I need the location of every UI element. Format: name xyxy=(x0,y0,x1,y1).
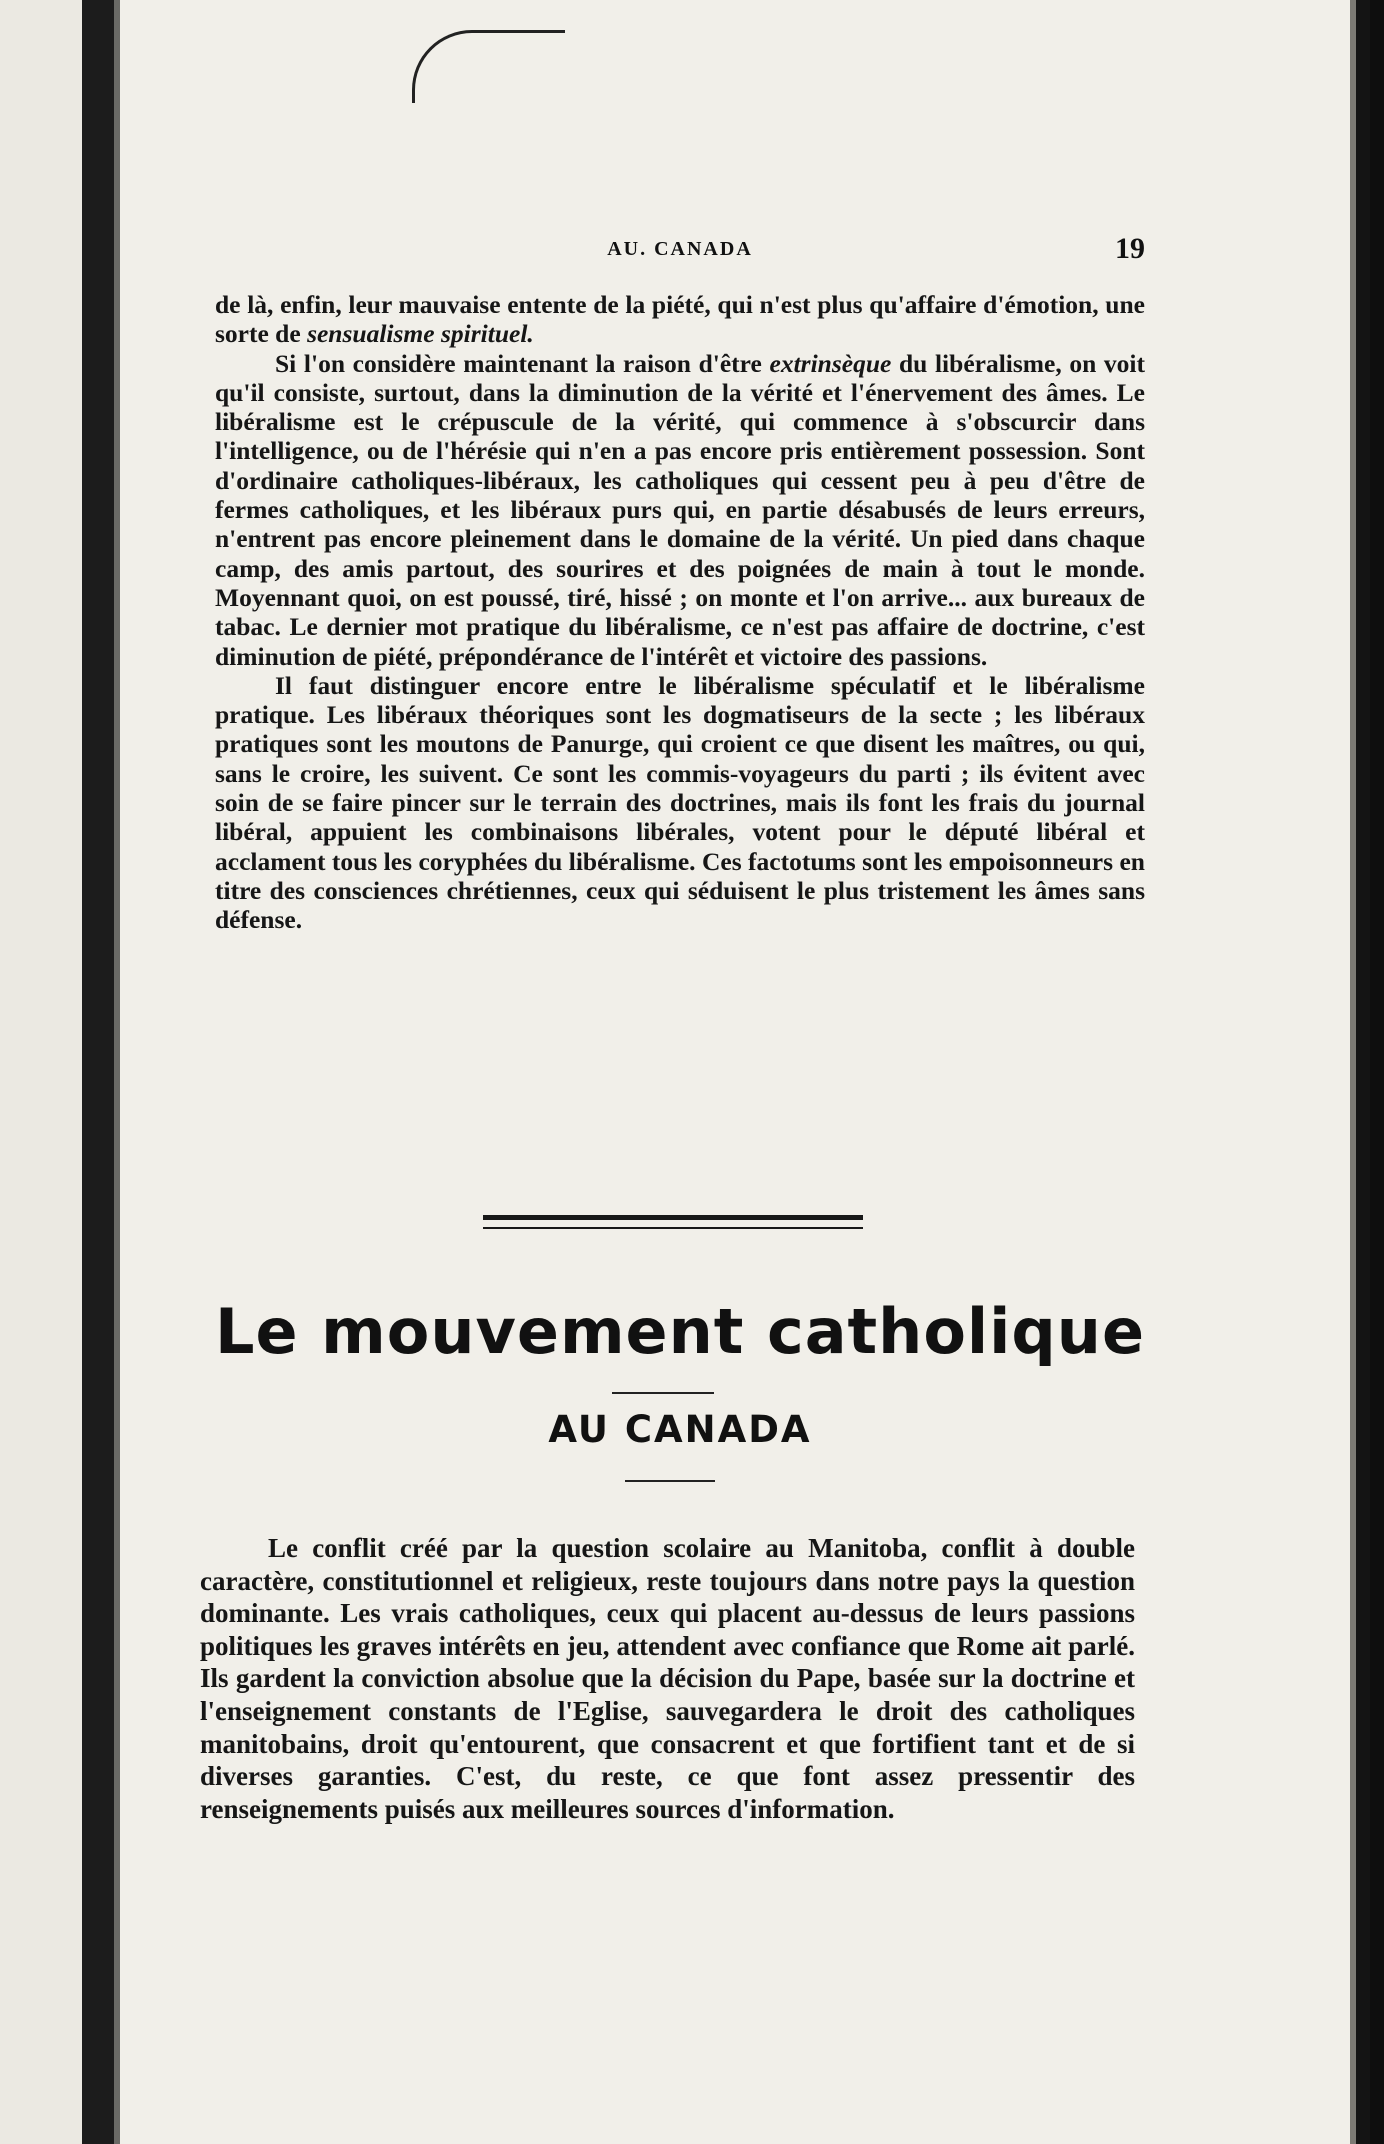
paragraph: Il faut distinguer encore entre le libéralisme spéculatif et le libéralisme pratique. Les libéraux théoriques sont les dogmatiseurs de la secte ; les libéraux pratiques sont les moutons de Panurge, qui croient ce que disent les maîtres, ou qui, sans le croire, les suivent. Ce sont les commis-voyageurs du parti ; ils évitent avec soin de se faire pincer sur le terrain des doctrines, mais ils font les frais du journal libéral, appuient les combinaisons libérales, votent pour le député libéral et acclament tous les coryphées du libéralisme. Ces factotums sont les empoisonneurs en titre des consciences chrétiennes, ceux qui séduisent le plus tristement les âmes sans défense. xyxy=(215,670,1145,935)
paragraph xyxy=(215,290,1145,349)
divider-thick-line xyxy=(483,1215,863,1220)
article-part-1 xyxy=(215,290,1145,935)
section-title: Le mouvement catholique xyxy=(215,1295,1145,1368)
title-rule xyxy=(612,1392,714,1394)
scan-border-right xyxy=(1356,0,1370,2144)
section-divider xyxy=(483,1215,863,1229)
spine-edge xyxy=(114,0,120,2144)
italic-word: extrinsèque xyxy=(769,348,892,378)
scan-artifact-curve xyxy=(412,30,565,103)
adjacent-page-edge xyxy=(0,0,82,2144)
subtitle-rule xyxy=(625,1480,715,1482)
italic-phrase: sensualisme spirituel. xyxy=(307,319,534,349)
divider-thin-line xyxy=(483,1227,863,1229)
paragraph xyxy=(215,349,1145,671)
section-subtitle: AU CANADA xyxy=(548,1408,812,1451)
paragraph-text: de là, enfin, leur mauvaise entente de la piété, qui n'est plus qu'affaire d'émotion, une sorte de xyxy=(215,290,1145,349)
paragraph-text: du libéralisme, on voit qu'il consiste, surtout, dans la diminution de la vérité et l'énervement des âmes. Le libéralisme est le crépuscule de la vérité, qui commence à s'obscurcir dans l'intelligence, ou de l'hérésie qui n'en a pas encore pris entièrement possession. Sont d'ordinaire catholiques-libéraux, les catholiques qui cessent peu à peu d'être de fermes catholiques, et les libéraux purs qui, en partie désabusés de leurs erreurs, n'entrent pas encore pleinement dans le domaine de la vérité. Un pied dans chaque camp, des amis partout, des sourires et des poignées de main à tout le monde. Moyennant quoi, on est poussé, tiré, hissé ; on monte et l'on arrive... aux bureaux de tabac. Le dernier mot pratique du libéralisme, ce n'est pas affaire de doctrine, c'est diminution de piété, prépondérance de l'intérêt et victoire des passions. xyxy=(215,348,1146,671)
running-title: AU. CANADA xyxy=(607,238,753,260)
running-head xyxy=(215,232,1145,278)
paragraph: Le conflit créé par la question scolaire au Manitoba, conflit à double caractère, constitutionnel et religieux, reste toujours dans notre pays la question dominante. Les vrais catholiques, ceux qui placent au-dessus de leurs passions politiques les graves intérêts en jeu, attendent avec confiance que Rome ait parlé. Ils gardent la conviction absolue que la décision du Pape, basée sur la doctrine et l'enseignement constants de l'Eglise, sauvegardera le droit des catholiques manitobains, droit qu'entourent, que consacrent et que fortifient tant et de si diverses garanties. C'est, du reste, ce que font assez pressentir des renseignements puisés aux meilleures sources d'information. xyxy=(200,1533,1135,1824)
book-spine-shadow xyxy=(82,0,114,2144)
page-number: 19 xyxy=(1115,232,1145,265)
paragraph-text: Si l'on considère maintenant la raison d'être xyxy=(275,348,770,378)
article-part-2 xyxy=(200,1532,1135,1825)
